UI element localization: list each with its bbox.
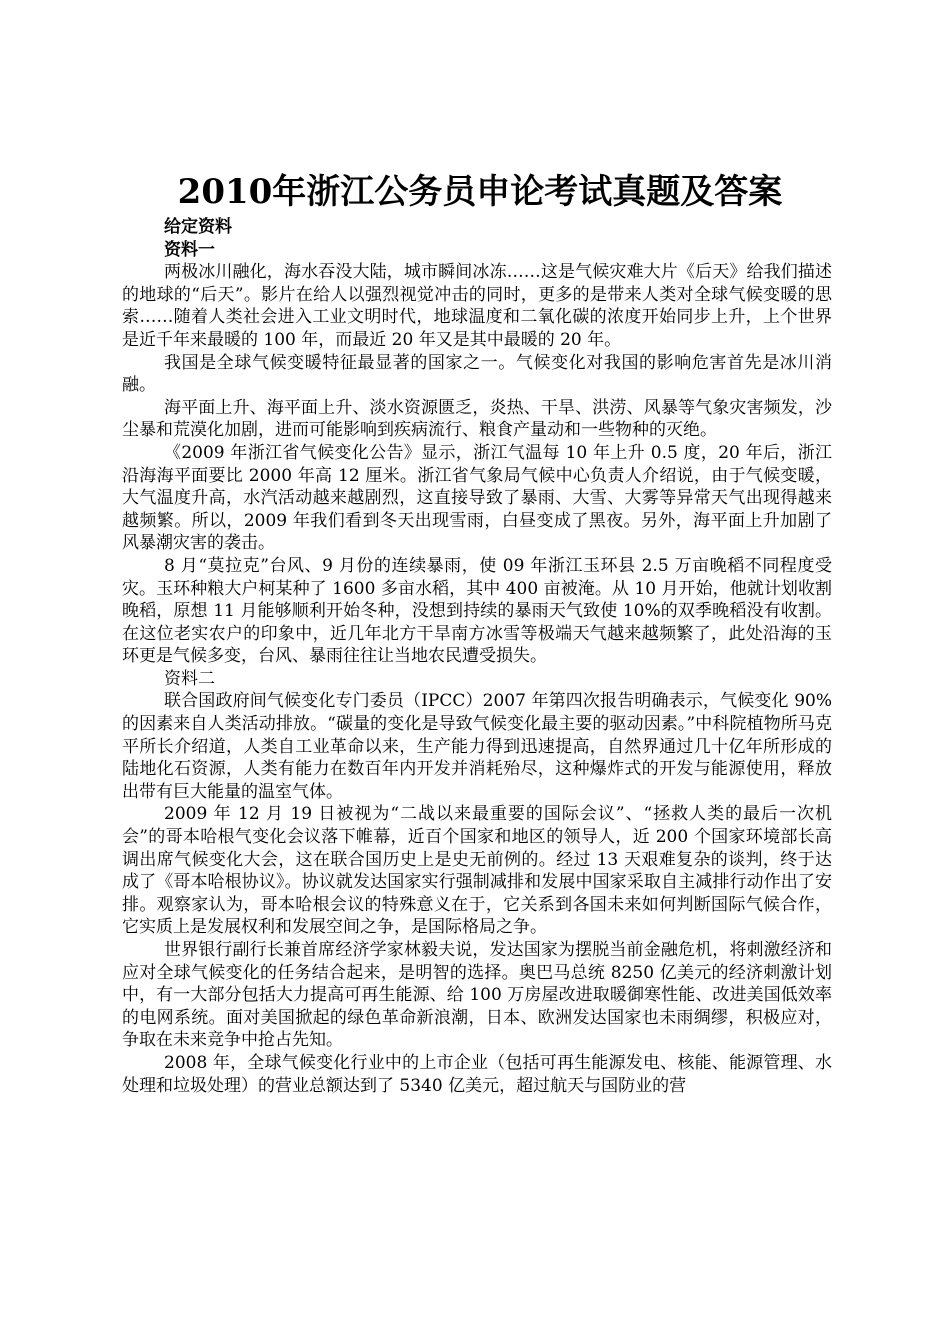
paragraph: 我国是全球气候变暖特征最显著的国家之一。气候变化对我国的影响危害首先是冰川消融。 [122, 352, 832, 396]
section-heading: 给定资料 [164, 217, 232, 237]
paragraph: 2009 年 12 月 19 日被视为“二战以来最重要的国际会议”、“拯救人类的最后一次机会”的哥本哈根气变化会议落下帷幕，近百个国家和地区的领导人，近 200 个国家环境部长高调出席气候变化大会，这在联合国历史上是史无前例的。经过 13 天艰难复杂的谈判，终于达成了《哥本哈根协议》。协议就发达国家实行强制减排和发展中国家采取自主减排行动作出了安排。观察家认为，哥本哈根会议的特殊意义在于，它关系到各国未来如何判断国际气候合作，它实质上是发展权利和发展空间之争，是国际格局之争。 [122, 804, 832, 938]
material-one-label: 资料一 [164, 239, 215, 260]
paragraph: 海平面上升、海平面上升、淡水资源匮乏，炎热、干旱、洪涝、风暴等气象灾害频发，沙尘暴和荒漠化加剧，进而可能影响到疾病流行、粮食产量动和一些物种的灭绝。 [122, 397, 832, 441]
paragraph: 世界银行副行长兼首席经济学家林毅夫说，发达国家为摆脱当前金融危机，将刺激经济和应对全球气候变化的任务结合起来，是明智的选择。奥巴马总统 8250 亿美元的经济刺激计划中，有一大部分包括大力提高可再生能源、给 100 万房屋改进取暖御寒性能、改进美国低效率的电网系统。面对美国掀起的绿色革命新浪潮，日本、欧洲发达国家也未雨绸缪，积极应对，争取在未来竞争中抢占先知。 [122, 940, 832, 1051]
material-two-label: 资料二 [164, 668, 215, 689]
paragraph: 8 月“莫拉克”台风、9 月份的连续暴雨，使 09 年浙江玉环县 2.5 万亩晚稻不同程度受灾。玉环种粮大户柯某种了 1600 多亩水稻，其中 400 亩被淹。从 10 月开始，他就计划收割晚稻，原想 11 月能够顺利开始冬种，没想到持续的暴雨天气致使 10%的双季晚稻没有收割。在这位老实农户的印象中，近几年北方干旱南方冰雪等极端天气越来越频繁了，此处沿海的玉环更是气候多变，台风、暴雨往往让当地农民遭受损失。 [122, 555, 832, 667]
paragraph: 两极冰川融化，海水吞没大陆，城市瞬间冰冻……这是气候灾难大片《后天》给我们描述的地球的“后天”。影片在给人以强烈视觉冲击的同时，更多的是带来人类对全球气候变暖的思索……随着人类社会进入工业文明时代，地球温度和二氧化碳的浓度开始同步上升，上个世界是近千年来最暖的 100 年，而最近 20 年又是其中最暖的 20 年。 [122, 262, 832, 350]
paragraph: 2008 年，全球气候变化行业中的上市企业（包括可再生能源发电、核能、能源管理、水处理和垃圾处理）的营业总额达到了 5340 亿美元，超过航天与国防业的营 [122, 1052, 832, 1096]
page-title: 2010年浙江公务员申论考试真题及答案 [177, 172, 783, 212]
paragraph: 联合国政府间气候变化专门委员（IPCC）2007 年第四次报告明确表示，气候变化 90%的因素来自人类活动排放。“碳量的变化是导致气候变化最主要的驱动因素。”中科院植物所马克平所长介绍道，人类自工业革命以来，生产能力得到迅速提高，自然界通过几十亿年所形成的陆地化石资源，人类有能力在数百年内开发并消耗殆尽，这种爆炸式的开发与能源使用，释放出带有巨大能量的温室气体。 [122, 691, 832, 802]
paragraph: 《2009 年浙江省气候变化公告》显示，浙江气温每 10 年上升 0.5 度，20 年后，浙江沿海海平面要比 2000 年高 12 厘米。浙江省气象局气候中心负责人介绍说，由于气候变暖，大气温度升高，水汽活动越来越剧烈，这直接导致了暴雨、大雪、大雾等异常天气出现得越来越频繁。所以，2009 年我们看到冬天出现雪雨，白昼变成了黑夜。另外，海平面上升加剧了风暴潮灾害的袭击。 [122, 442, 832, 554]
document-body [122, 216, 832, 1097]
